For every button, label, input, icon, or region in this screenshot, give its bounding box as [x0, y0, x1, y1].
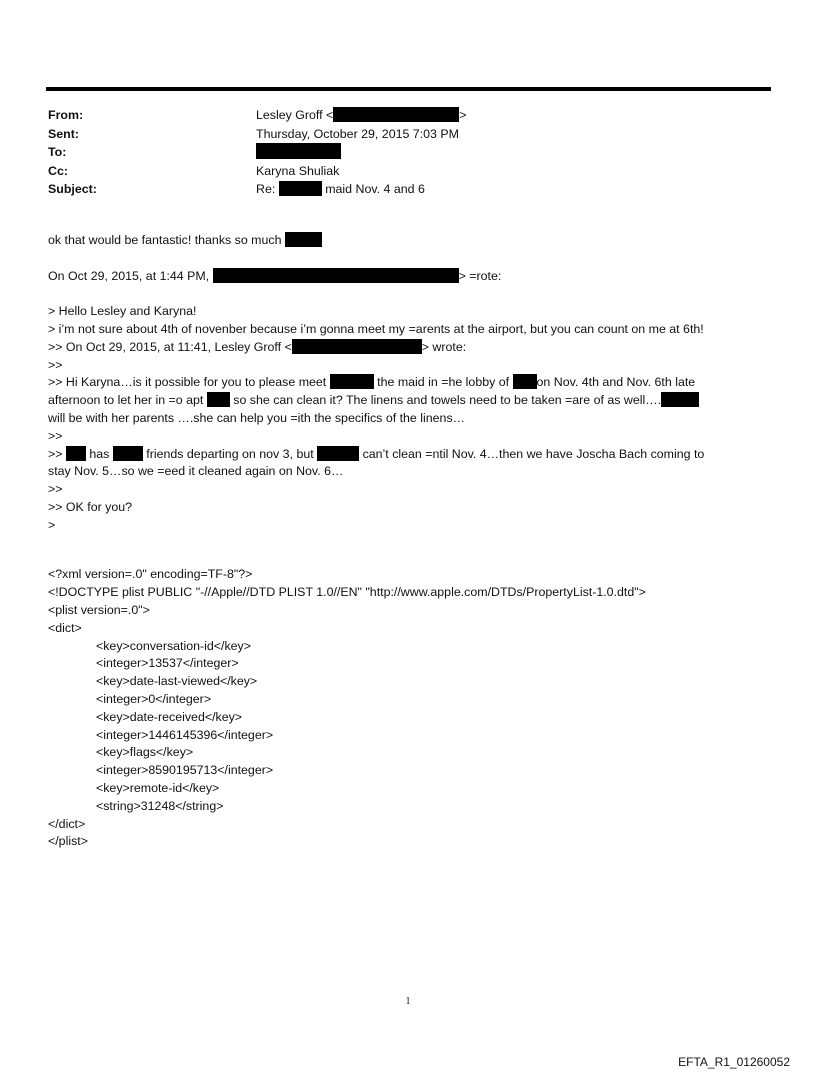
plist-line: <key>flags</key>	[96, 745, 194, 760]
plist-line: <?xml version=.0" encoding=TF-8"?>	[48, 567, 253, 582]
quoted-text: on Nov. 4th and Nov. 6th late	[536, 375, 696, 390]
quoted-text: has	[89, 446, 110, 461]
spacer	[48, 250, 754, 268]
quoted-line: >	[48, 517, 56, 532]
reply-text: ok that would be fantastic! thanks so much	[48, 233, 282, 247]
quote-header-tail: > =rote:	[458, 268, 502, 283]
email-header	[48, 106, 748, 199]
spacer	[48, 535, 754, 553]
quoted-line	[48, 339, 754, 357]
page-number: 1	[405, 996, 411, 1007]
redaction-block	[330, 374, 374, 389]
redaction-block	[256, 143, 341, 159]
redaction-block	[661, 392, 699, 407]
sent-label: Sent:	[48, 126, 79, 141]
quoted-text: can’t clean =ntil Nov. 4…then we have Joscha Bach coming to	[362, 446, 705, 461]
to-row	[48, 143, 748, 162]
redaction-block	[279, 181, 322, 196]
quoted-line	[48, 374, 754, 392]
quoted-line: > i’m not sure about 4th of novenber because i’m gonna meet my =arents at the airport, but you can count on me at 6th!	[48, 321, 704, 336]
plist-line: <key>date-received</key>	[96, 709, 243, 724]
redaction-block	[113, 446, 143, 461]
quote-header-line	[48, 268, 754, 286]
from-name: Lesley Groff <	[256, 108, 334, 122]
to-value	[256, 143, 341, 162]
plist-line: <integer>13537</integer>	[96, 656, 239, 671]
plist-line: <!DOCTYPE plist PUBLIC "-//Apple//DTD PLIST 1.0//EN" "http://www.apple.com/DTDs/PropertyList-1.0.dtd">	[48, 585, 646, 600]
plist-line: <integer>8590195713</integer>	[96, 763, 274, 778]
message-body	[48, 232, 754, 851]
redaction-block	[207, 392, 230, 407]
plist-line: <string>31248</string>	[96, 798, 224, 813]
plist-line: <integer>0</integer>	[96, 691, 212, 706]
quoted-text: afternoon to let her in =o apt	[48, 393, 204, 408]
quoted-line: >> OK for you?	[48, 499, 133, 514]
quote-header-text: On Oct 29, 2015, at 1:44 PM,	[48, 268, 210, 283]
plist-block	[48, 566, 754, 851]
redaction-block	[285, 232, 322, 247]
redaction-block	[213, 268, 459, 283]
subject-row	[48, 180, 748, 199]
from-label: From:	[48, 108, 84, 122]
spacer	[48, 552, 754, 566]
plist-line: <key>date-last-viewed</key>	[96, 674, 258, 689]
plist-line: <integer>1446145396</integer>	[96, 727, 274, 742]
header-rule	[46, 87, 771, 91]
quoted-text: >>	[48, 446, 63, 461]
plist-line: <key>conversation-id</key>	[96, 638, 251, 653]
to-label: To:	[48, 145, 67, 159]
quoted-text: friends departing on nov 3, but	[146, 446, 314, 461]
redaction-block	[66, 446, 86, 461]
quoted-line: >>	[48, 482, 63, 497]
redaction-block	[317, 446, 359, 461]
quoted-line: > Hello Lesley and Karyna!	[48, 304, 197, 319]
quoted-line: stay Nov. 5…so we =eed it cleaned again on Nov. 6…	[48, 464, 344, 479]
plist-line: </dict>	[48, 816, 86, 831]
redaction-block	[292, 339, 422, 354]
plist-line: <key>remote-id</key>	[96, 780, 220, 795]
quoted-line: >>	[48, 357, 63, 372]
from-value	[256, 106, 467, 125]
subject-label: Subject:	[48, 182, 97, 196]
quoted-line: >>	[48, 428, 63, 443]
subject-tail: maid Nov. 4 and 6	[325, 182, 425, 196]
plist-line: <plist version=.0">	[48, 602, 150, 617]
spacer	[48, 285, 754, 303]
document-id-stamp: EFTA_R1_01260052	[678, 1055, 790, 1069]
cc-row	[48, 162, 748, 181]
quoted-line: will be with her parents ….she can help you =ith the specifics of the linens…	[48, 410, 466, 425]
redaction-block	[513, 374, 537, 389]
from-row	[48, 106, 748, 125]
quoted-line	[48, 446, 754, 464]
reply-line	[48, 232, 754, 250]
sent-value: Thursday, October 29, 2015 7:03 PM	[256, 126, 459, 141]
subject-value	[256, 180, 425, 199]
quoted-text: >> On Oct 29, 2015, at 11:41, Lesley Groff <	[48, 339, 292, 354]
plist-line: </plist>	[48, 834, 88, 849]
quoted-text: > wrote:	[421, 339, 467, 354]
from-value-tail: >	[459, 108, 467, 122]
cc-value: Karyna Shuliak	[256, 163, 340, 178]
cc-label: Cc:	[48, 163, 68, 178]
plist-line: <dict>	[48, 620, 82, 635]
quoted-text: the maid in =he lobby of	[377, 375, 510, 390]
quoted-line	[48, 392, 754, 410]
subject-prefix: Re:	[256, 182, 276, 196]
redaction-block	[333, 107, 459, 122]
quoted-text: so she can clean it? The linens and towels need to be taken =are of as well….	[233, 393, 662, 408]
quoted-text: >> Hi Karyna…is it possible for you to please meet	[48, 375, 327, 390]
sent-row	[48, 125, 748, 144]
